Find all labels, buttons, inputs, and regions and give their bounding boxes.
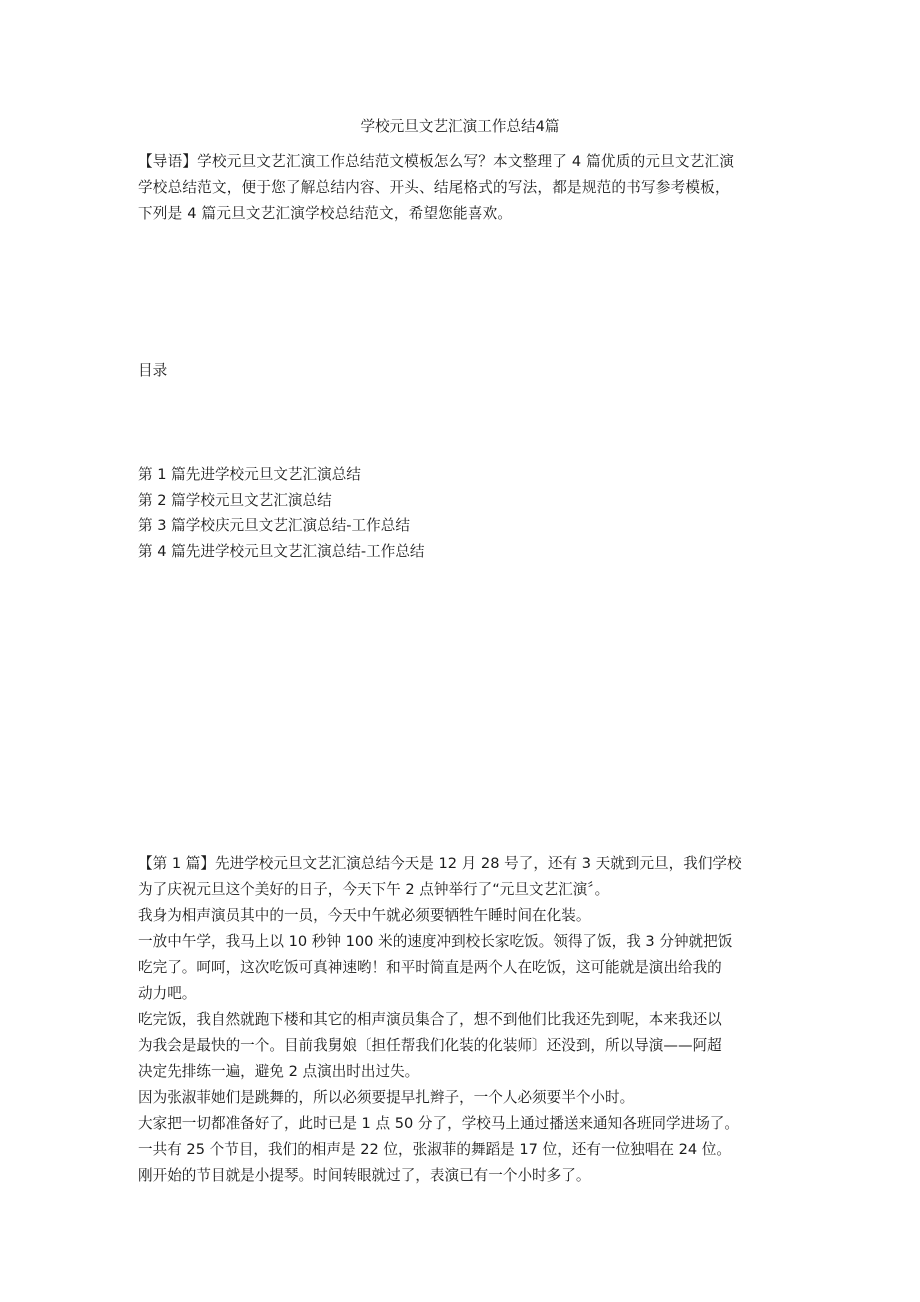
body-line: 【第 1 篇】先进学校元旦文艺汇演总结今天是 12 月 28 号了，还有 3 天就到元旦，我们学校 <box>138 855 742 872</box>
body-line: 刚开始的节目就是小提琴。时间转眼就过了，表演已有一个小时多了。 <box>138 1167 591 1184</box>
body-line: 决定先排练一遍，避免 2 点演出时出过失。 <box>138 1063 420 1080</box>
body-line: 大家把一切都准备好了，此时已是 1 点 50 分了，学校马上通过播送来通知各班同学进场了。 <box>138 1115 739 1132</box>
body-line: 吃完了。呵呵，这次吃饭可真神速哟！和平时简直是两个人在吃饭，这可能就是演出给我的 <box>138 959 722 976</box>
body-line: 因为张淑菲她们是跳舞的，所以必须要提早扎辫子，一个人必须要半个小时。 <box>138 1089 635 1106</box>
intro-paragraph <box>138 149 798 227</box>
article-body <box>138 851 818 1189</box>
intro-line: 下列是 4 篇元旦文艺汇演学校总结范文，希望您能喜欢。 <box>138 205 513 222</box>
body-line: 我身为相声演员其中的一员，今天中午就必须要牺牲午睡时间在化装。 <box>138 907 591 924</box>
body-line: 一共有 25 个节目，我们的相声是 22 位，张淑菲的舞蹈是 17 位，还有一位独唱在 24 位。 <box>138 1141 731 1158</box>
body-line: 一放中午学，我马上以 10 秒钟 100 米的速度冲到校长家吃饭。领得了饭，我 3 分钟就把饭 <box>138 933 733 950</box>
toc-item-2: 第 2 篇学校元旦文艺汇演总结 <box>138 491 332 509</box>
document-title: 学校元旦文艺汇演工作总结4篇 <box>360 118 560 135</box>
body-line: 吃完饭，我自然就跑下楼和其它的相声演员集合了，想不到他们比我还先到呢，本来我还以 <box>138 1011 722 1028</box>
toc-item-3: 第 3 篇学校庆元旦文艺汇演总结-工作总结 <box>138 517 410 534</box>
toc-item-4: 第 4 篇先进学校元旦文艺汇演总结-工作总结 <box>138 542 425 560</box>
table-of-contents <box>138 462 425 564</box>
toc-heading: 目录 <box>138 362 168 379</box>
body-line: 动力吧。 <box>138 985 197 1002</box>
intro-line: 学校总结范文，便于您了解总结内容、开头、结尾格式的写法，都是规范的书写参考模板， <box>138 179 730 196</box>
body-line: 为我会是最快的一个。目前我舅娘〔担任帮我们化装的化装师〕还没到，所以导演——阿超 <box>138 1037 722 1054</box>
body-line: 为了庆祝元旦这个美好的日子，今天下午 2 点钟举行了“元旦文艺汇演〞。 <box>138 881 610 898</box>
intro-line: 【导语】学校元旦文艺汇演工作总结范文模板怎么写？本文整理了 4 篇优质的元旦文艺汇演 <box>138 153 735 170</box>
toc-item-1: 第 1 篇先进学校元旦文艺汇演总结 <box>138 466 361 483</box>
